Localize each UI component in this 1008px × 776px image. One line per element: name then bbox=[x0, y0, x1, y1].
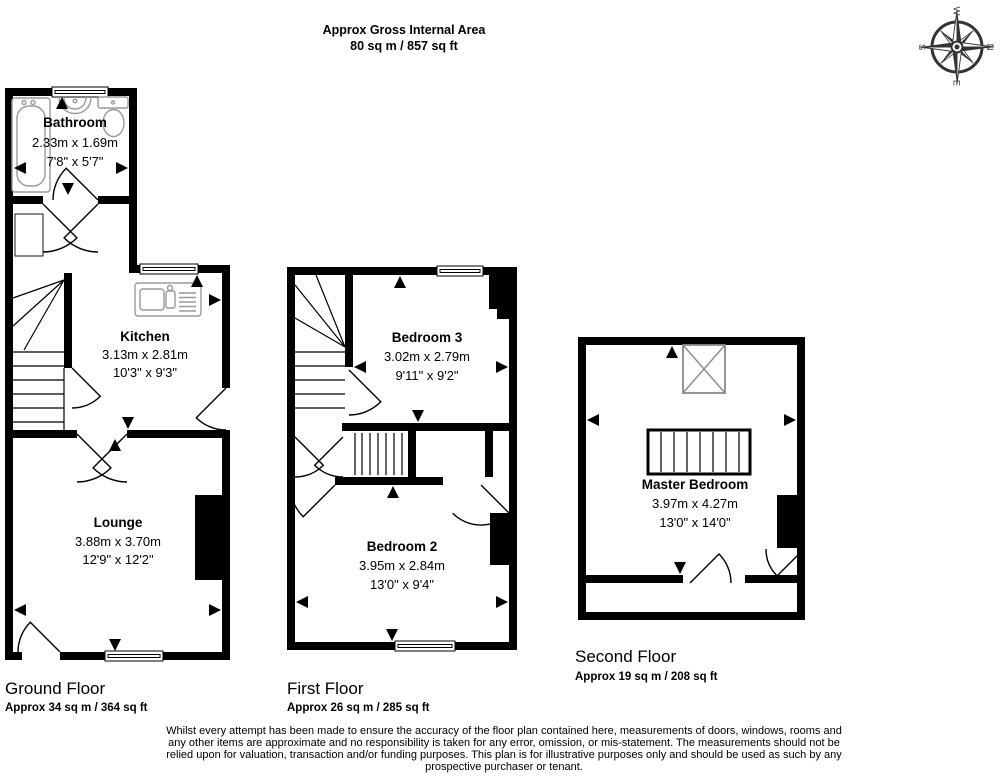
room-metric: 3.88m x 3.70m bbox=[75, 534, 161, 549]
floor-area: Approx 19 sq m / 208 sq ft bbox=[575, 671, 718, 683]
room-metric: 3.13m x 2.81m bbox=[102, 347, 188, 362]
bathroom-window bbox=[52, 87, 108, 97]
floor-name: First Floor bbox=[287, 679, 364, 698]
lounge-door-left-leaf bbox=[77, 434, 111, 482]
room-name: Bedroom 2 bbox=[366, 539, 438, 554]
compass-west-label: W bbox=[950, 6, 962, 16]
floor-area: Approx 26 sq m / 285 sq ft bbox=[287, 702, 430, 714]
room-imperial: 12'9" x 12'2" bbox=[82, 552, 154, 567]
kitchen-sink-icon bbox=[135, 283, 201, 316]
room-name: Lounge bbox=[93, 515, 143, 530]
compass-north-label: N bbox=[984, 43, 995, 51]
landing-door-left bbox=[295, 437, 323, 477]
room-imperial: 7'8" x 5'7" bbox=[46, 154, 104, 169]
ground-floor-caption bbox=[5, 679, 148, 714]
disclaimer-line4: prospective purchaser or tenant. bbox=[425, 761, 583, 773]
compass-south-label: S bbox=[916, 43, 927, 51]
room-name: Kitchen bbox=[120, 329, 170, 344]
room-metric: 3.97m x 4.27m bbox=[652, 496, 738, 511]
bedroom2-label bbox=[359, 539, 445, 592]
room-metric: 2.33m x 1.69m bbox=[32, 135, 118, 150]
room-name: Bathroom bbox=[43, 115, 107, 130]
kitchen-window bbox=[140, 264, 198, 274]
chimney-breast bbox=[777, 495, 805, 548]
ground-floor-plan bbox=[5, 87, 230, 661]
gross-area-title bbox=[323, 23, 487, 53]
back-door-opening bbox=[222, 388, 230, 430]
disclaimer bbox=[166, 725, 842, 773]
master-bedroom-label bbox=[642, 477, 749, 530]
front-door-opening bbox=[22, 652, 60, 660]
pier bbox=[489, 275, 509, 309]
lounge-window bbox=[105, 651, 163, 661]
title-line1: Approx Gross Internal Area bbox=[322, 23, 486, 37]
disclaimer-line3: relied upon for valuation, transaction and/or funding purposes. This plan is for illustrative purposes only and should be used as such by any bbox=[166, 749, 842, 761]
bedroom2-door-left bbox=[290, 485, 335, 517]
hall-cupboard bbox=[15, 214, 43, 256]
bedroom3-door bbox=[349, 370, 381, 415]
stairs-kitchen-door bbox=[72, 368, 100, 408]
front-door bbox=[18, 622, 60, 652]
skylight bbox=[683, 345, 725, 393]
second-floor-caption bbox=[575, 647, 718, 683]
landing-door-right bbox=[315, 437, 343, 477]
compass-east-label: E bbox=[950, 79, 962, 87]
room-imperial: 13'0" x 9'4" bbox=[369, 577, 435, 592]
room-name: Master Bedroom bbox=[641, 477, 749, 492]
room-imperial: 10'3" x 9'3" bbox=[112, 365, 178, 380]
room-imperial: 9'11" x 9'2" bbox=[395, 368, 459, 383]
compass-rose-icon bbox=[916, 7, 995, 87]
kitchen-label bbox=[102, 329, 188, 380]
lounge-door-right-leaf bbox=[93, 434, 127, 482]
bedroom2-window bbox=[395, 641, 455, 651]
bedroom3-window bbox=[437, 266, 483, 276]
ground-floor-stairs bbox=[13, 280, 64, 430]
kitchen-back-door bbox=[196, 388, 226, 430]
first-floor-plan bbox=[287, 266, 517, 651]
room-metric: 3.02m x 2.79m bbox=[384, 349, 470, 364]
second-floor-plan bbox=[578, 337, 805, 620]
first-floor-caption bbox=[287, 679, 430, 714]
bedroom3-label bbox=[384, 330, 470, 383]
compass-hub-dot bbox=[955, 45, 960, 50]
floor-area: Approx 34 sq m / 364 sq ft bbox=[5, 702, 148, 714]
floor-name: Second Floor bbox=[575, 647, 677, 666]
room-metric: 3.95m x 2.84m bbox=[359, 558, 445, 573]
disclaimer-line1: Whilst every attempt has been made to ensure the accuracy of the floor plan contained here, measurements of doors, windows, rooms and bbox=[166, 725, 842, 737]
chimney-breast bbox=[195, 495, 222, 580]
disclaimer-line2: any other items are approximate and no responsibility is taken for any error, omission, or mis-statement. The measurements should not be bbox=[168, 737, 840, 749]
title-line2: 80 sq m / 857 sq ft bbox=[350, 39, 458, 53]
floor-name: Ground Floor bbox=[5, 679, 106, 698]
room-name: Bedroom 3 bbox=[391, 330, 463, 345]
bathroom-door bbox=[53, 168, 98, 200]
second-floor-stairs bbox=[648, 430, 750, 474]
lounge-label bbox=[75, 515, 161, 567]
master-bedroom-door bbox=[690, 554, 731, 583]
chimney-breast bbox=[490, 513, 517, 565]
room-imperial: 13'0" x 14'0" bbox=[659, 515, 731, 530]
